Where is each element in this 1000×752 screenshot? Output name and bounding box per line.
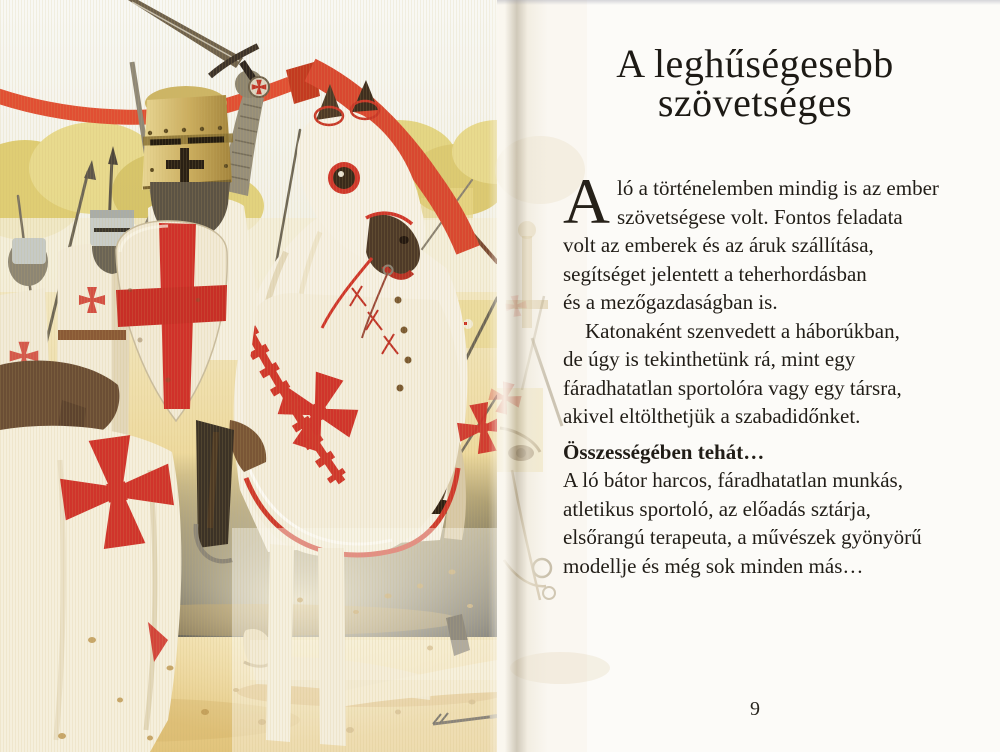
scanline-texture: [0, 0, 497, 752]
subheading: Összességében tehát…: [563, 439, 765, 464]
drop-cap: A: [563, 166, 610, 238]
paragraph-3: A ló bátor harcos, fáradhatatlan munkás, atletikus sportoló, az előadás sztárja, elsőrangú terapeuta, a művészek gyönyörű modellje és még sok minden más…: [563, 468, 922, 578]
page-title: A leghűségesebb szövetséges: [616, 41, 894, 125]
paragraph-1-text: ló a történelemben mindig is az ember szövetségese volt. Fontos feladata volt az emberek és az áruk szállítása, segítséget jelentett a teherhordásban és a mezőgazdaságban is.: [563, 176, 939, 314]
scan-top-edge: [497, 0, 1000, 5]
body-text: [563, 166, 1000, 580]
paragraph-2: Katonaként szenvedett a háborúkban, de úgy is tekinthetünk rá, mint egy fáradhatatlan sportolóra vagy egy társra, akivel eltölthetjük a szabadidőnket.: [563, 318, 902, 428]
paragraph-1: [563, 166, 1000, 317]
page-number: 9: [750, 698, 760, 720]
paragraph-gap: [563, 431, 1000, 438]
